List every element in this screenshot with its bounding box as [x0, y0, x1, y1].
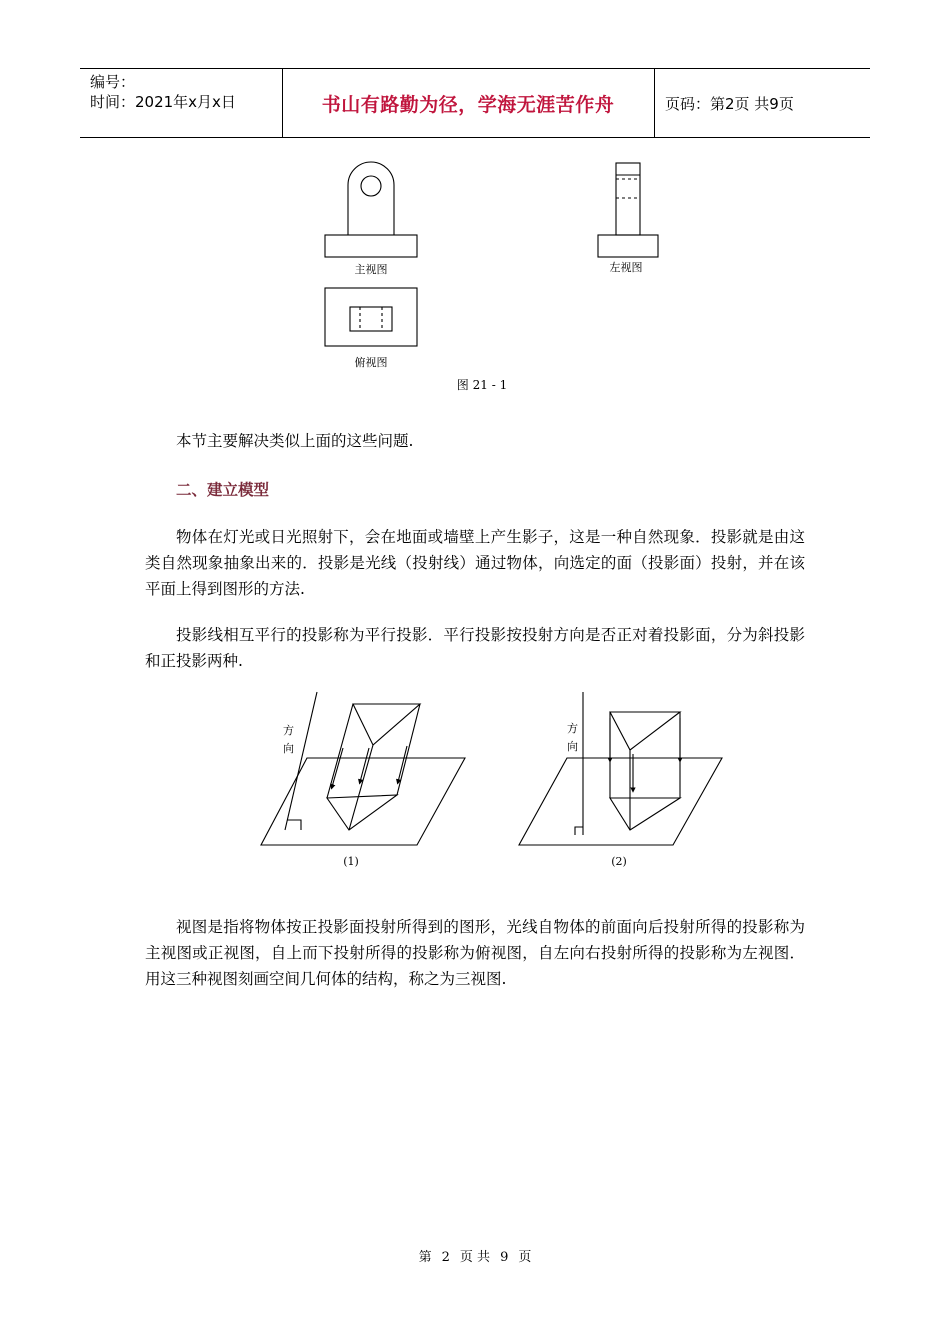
- direction-label-1a: 方: [283, 724, 294, 737]
- footer-page-total: 9: [500, 1250, 509, 1265]
- paragraph-projection-definition: 物体在灯光或日光照射下，会在地面或墙壁上产生影子，这是一种自然现象．投影就是由这类自然现象抽象出来的．投影是光线（投射线）通过物体，向选定的面（投影面）投射，并在该平面上得到图形的方法.: [145, 528, 805, 598]
- front-view-label: 主视图: [354, 263, 388, 276]
- front-view-drawing: [325, 162, 417, 257]
- orthogonal-projection-diagram: [519, 692, 722, 845]
- header-motto-cell: [282, 69, 655, 137]
- paragraph-intro: 本节主要解决类似上面的这些问题.: [176, 432, 414, 450]
- section-heading: 二、建立模型: [176, 481, 270, 499]
- page-footer: [0, 1246, 950, 1265]
- footer-page-suffix: 页: [518, 1250, 532, 1265]
- diagram-caption-2: (2): [611, 855, 627, 868]
- top-view-drawing: [325, 288, 417, 346]
- header-page-cell: [655, 69, 870, 137]
- document-number-label: 编号：: [90, 73, 136, 91]
- top-view-label: 俯视图: [354, 356, 388, 369]
- direction-label-1b: 向: [283, 742, 294, 755]
- header-info-cell: [80, 69, 283, 137]
- document-time-label: 时间：2021年x月x日: [90, 93, 236, 111]
- left-view-label: 左视图: [609, 261, 643, 274]
- oblique-projection-diagram: [261, 692, 465, 845]
- direction-label-2a: 方: [567, 722, 578, 735]
- projection-figure: [255, 690, 735, 880]
- page-header: [80, 68, 870, 138]
- paragraph-three-views: 视图是指将物体按正投影面投射所得到的图形，光线自物体的前面向后投射所得的投影称为主视图或正视图，自上而下投射所得的投影称为俯视图，自左向右投射所得的投影称为左视图．用这三种视图刻画空间几何体的结构，称之为三视图.: [145, 918, 805, 988]
- direction-label-2b: 向: [567, 740, 578, 753]
- diagram-caption-1: (1): [343, 855, 359, 868]
- paragraph-parallel-projection: 投影线相互平行的投影称为平行投影．平行投影按投射方向是否正对着投影面，分为斜投影和正投影两种.: [145, 626, 805, 670]
- three-views-figure: [310, 155, 690, 405]
- header-motto: 书山有路勤为径，学海无涯苦作舟: [321, 93, 615, 116]
- header-page-info: 页码：第2页 共9页: [665, 94, 794, 113]
- left-view-drawing: [598, 163, 658, 257]
- figure-caption: 图 21 - 1: [456, 378, 508, 392]
- footer-page-prefix: 第: [418, 1250, 432, 1265]
- footer-page-mid: 页 共: [459, 1250, 491, 1265]
- footer-page-number: 2: [441, 1250, 450, 1265]
